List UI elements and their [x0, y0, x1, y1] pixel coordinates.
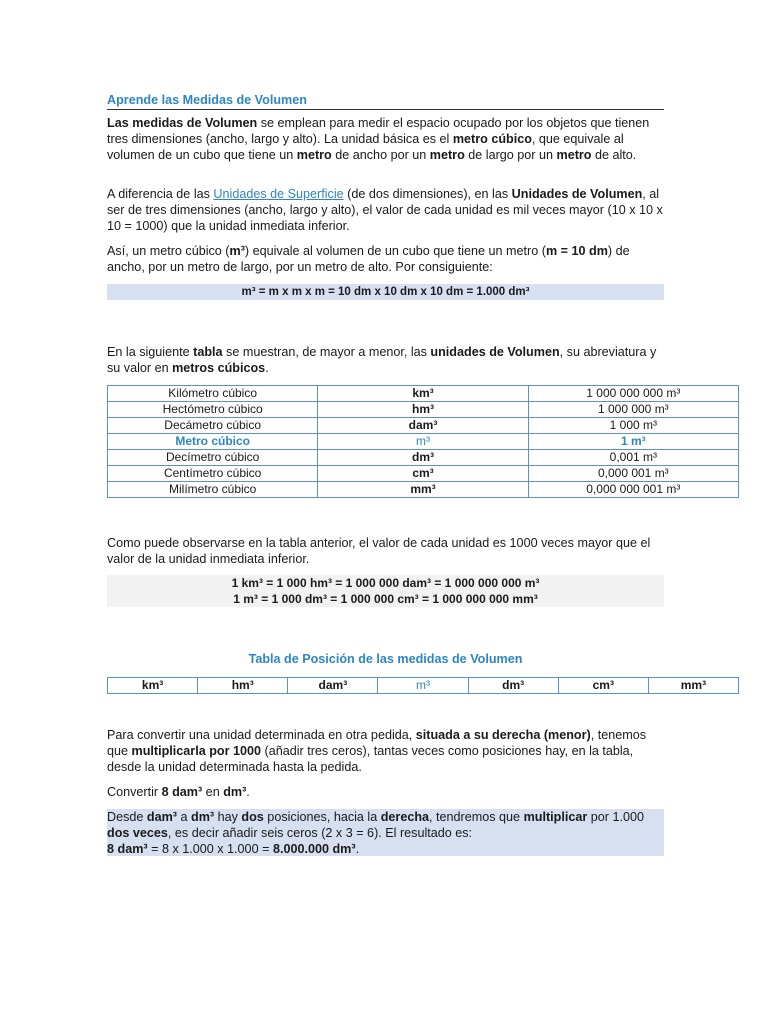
unit-abbr: dm³: [318, 450, 528, 466]
bold-text: Unidades de Volumen: [511, 187, 643, 201]
text: Desde: [107, 810, 147, 824]
unit-value: 0,000 000 001 m³: [528, 482, 738, 498]
text: ) equivale al volumen de un cubo que tiene un metro (: [244, 244, 546, 258]
unit-abbr: km³: [318, 386, 528, 402]
position-cell-highlighted: m³: [378, 678, 468, 694]
unidades-superficie-link[interactable]: Unidades de Superficie: [213, 187, 344, 201]
unit-value: 1 000 000 000 m³: [528, 386, 738, 402]
unit-name: Metro cúbico: [108, 434, 318, 450]
unit-name: Centímetro cúbico: [108, 466, 318, 482]
bold-text: metro cúbico: [452, 132, 532, 146]
unit-value: 0,000 001 m³: [528, 466, 738, 482]
text: de alto.: [591, 148, 637, 162]
example-result-line-1: [107, 809, 664, 841]
intro-paragraph-2: [107, 186, 664, 234]
text: por 1.000: [587, 810, 644, 824]
position-cell: dam³: [288, 678, 378, 694]
bold-text: dos veces: [107, 826, 168, 840]
unit-name: Hectómetro cúbico: [108, 402, 318, 418]
table-row: [108, 482, 739, 498]
bold-text: metro: [429, 148, 465, 162]
text: hay: [214, 810, 242, 824]
intro-paragraph-3: [107, 243, 664, 275]
text: A diferencia de las: [107, 187, 214, 201]
text: de largo por un: [464, 148, 557, 162]
text: , tenemos que: [107, 728, 647, 758]
units-table: [107, 385, 739, 498]
bold-text: metro: [556, 148, 592, 162]
bold-text: metro: [296, 148, 332, 162]
table-intro: [107, 344, 664, 376]
table-row-highlighted: [108, 434, 739, 450]
unit-name: Decámetro cúbico: [108, 418, 318, 434]
unit-abbr: dam³: [318, 418, 528, 434]
text: , es decir añadir seis ceros (2 x 3 = 6). El resultado es:: [167, 826, 473, 840]
text: = 8 x 1.000 x 1.000 =: [147, 842, 273, 856]
bold-text: dm³: [223, 785, 247, 799]
text: , al ser de tres dimensiones (ancho, largo y alto), el valor de cada unidad es mil veces mayor (10 x 10 x 10 = 1000) que la unidad inmediata inferior.: [107, 187, 663, 233]
intro-paragraph-1: [107, 115, 664, 163]
unit-abbr: mm³: [318, 482, 528, 498]
unit-name: Decímetro cúbico: [108, 450, 318, 466]
text: , que equivale al volumen de un cubo que tiene un: [107, 132, 624, 162]
unit-abbr: hm³: [318, 402, 528, 418]
text: Así, un metro cúbico (: [107, 244, 230, 258]
bold-text: dm³: [191, 810, 215, 824]
text: se muestran, de mayor a menor, las: [222, 345, 431, 359]
text: .: [355, 842, 360, 856]
position-cell: dm³: [468, 678, 558, 694]
bold-text: unidades de Volumen: [430, 345, 560, 359]
table-row: [108, 466, 739, 482]
text: (de dos dimensiones), en las: [343, 187, 512, 201]
bold-text: m = 10 dm: [545, 244, 608, 258]
position-table: [107, 677, 739, 694]
unit-value: 1 000 000 m³: [528, 402, 738, 418]
bold-text: m³: [229, 244, 245, 258]
unit-value: 1 000 m³: [528, 418, 738, 434]
text: .: [246, 785, 250, 799]
position-cell: cm³: [558, 678, 648, 694]
unit-value: 1 m³: [528, 434, 738, 450]
bold-text: 8.000.000 dm³: [272, 842, 356, 856]
example-prompt: [107, 784, 664, 800]
unit-value: 0,001 m³: [528, 450, 738, 466]
text: En la siguiente: [107, 345, 194, 359]
bold-text: metros cúbicos: [172, 361, 266, 375]
position-table-title: Tabla de Posición de las medidas de Volumen: [248, 652, 523, 666]
text: de ancho por un: [331, 148, 430, 162]
text: Para convertir una unidad determinada en otra pedida,: [107, 728, 416, 742]
convert-paragraph: [107, 727, 664, 775]
text: .: [265, 361, 269, 375]
table-row: [108, 418, 739, 434]
text: , tendremos que: [429, 810, 524, 824]
bold-text: derecha: [380, 810, 430, 824]
bold-text: 8 dam³: [107, 842, 148, 856]
equivalence-line: 1 km³ = 1 000 hm³ = 1 000 000 dam³ = 1 000 000 000 m³: [231, 576, 540, 590]
page-title: Aprende las Medidas de Volumen: [107, 92, 664, 110]
position-cell: hm³: [198, 678, 288, 694]
bold-text: multiplicarla por 1000: [131, 744, 262, 758]
table-row: [108, 450, 739, 466]
bold-text: dos: [241, 810, 264, 824]
unit-abbr: cm³: [318, 466, 528, 482]
text: , su abreviatura y su valor en: [107, 345, 657, 375]
text: (añadir tres ceros), tantas veces como posiciones hay, en la tabla, desde la unidad determinada hasta la pedida.: [107, 744, 634, 774]
bold-text: situada a su derecha (menor): [415, 728, 591, 742]
bold-text: tabla: [193, 345, 223, 359]
bold-text: dam³: [146, 810, 177, 824]
unit-abbr: m³: [318, 434, 528, 450]
table-row: [108, 402, 739, 418]
formula-bar: m³ = m x m x m = 10 dm x 10 dm x 10 dm = 1.000 dm³: [107, 284, 664, 300]
position-cell: km³: [108, 678, 198, 694]
text: en: [202, 785, 224, 799]
text: se emplean para medir el espacio ocupado por los objetos que tienen tres dimensiones (ancho, largo y alto). La unidad básica es el: [107, 116, 650, 146]
text: posiciones, hacia la: [263, 810, 381, 824]
example-result-line-2: [107, 841, 664, 857]
unit-name: Kilómetro cúbico: [108, 386, 318, 402]
equivalence-line: 1 m³ = 1 000 dm³ = 1 000 000 cm³ = 1 000 000 000 mm³: [233, 592, 538, 606]
bold-text: 8 dam³: [161, 785, 203, 799]
text: a: [177, 810, 192, 824]
bold-text: Las medidas de Volumen: [107, 116, 258, 130]
observe-paragraph: Como puede observarse en la tabla anterior, el valor de cada unidad es 1000 veces mayor que el valor de la unidad inmediata inferior.: [107, 536, 651, 566]
position-cell: mm³: [648, 678, 738, 694]
bold-text: multiplicar: [523, 810, 588, 824]
example-result-box: [107, 809, 664, 856]
text: ) de ancho, por un metro de largo, por un metro de alto. Por consiguiente:: [107, 244, 630, 274]
table-row: [108, 386, 739, 402]
table-row: [108, 678, 739, 694]
unit-name: Milímetro cúbico: [108, 482, 318, 498]
text: Convertir: [107, 785, 162, 799]
equivalences-box: [107, 575, 664, 607]
